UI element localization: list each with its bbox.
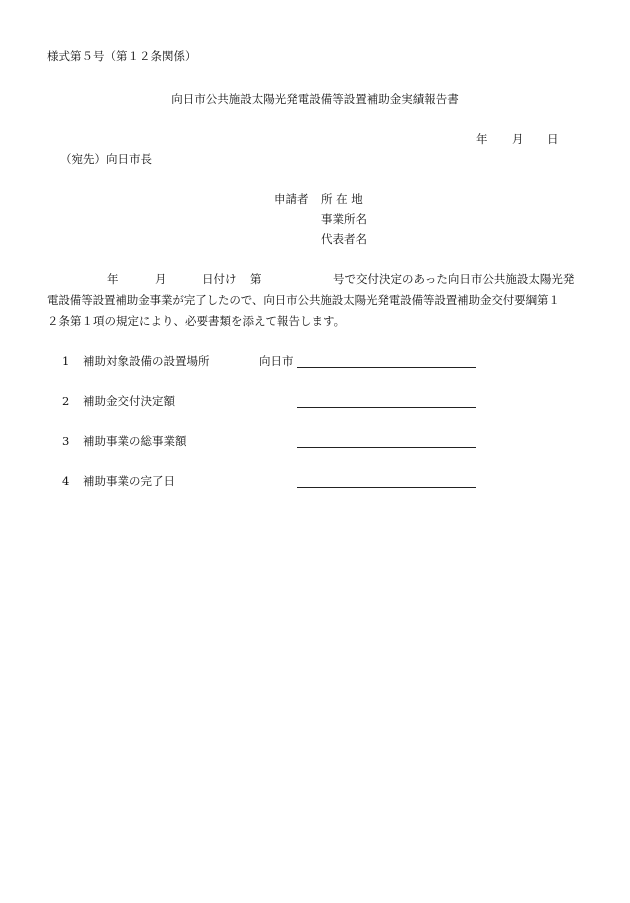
date-day: 日	[547, 132, 559, 146]
item-number: 1	[62, 354, 70, 368]
item-underline	[297, 407, 476, 408]
date-month: 月	[512, 132, 524, 146]
item-underline	[297, 447, 476, 448]
body-year: 年	[107, 272, 119, 286]
applicant-label: 申請者	[274, 192, 309, 206]
item-prefix: 向日市	[259, 354, 294, 368]
body-day: 日付け	[202, 272, 237, 286]
item-number: 3	[62, 434, 70, 448]
body-month: 月	[155, 272, 167, 286]
addressee: （宛先）向日市長	[60, 152, 152, 166]
item-label: 補助事業の総事業額	[83, 434, 187, 448]
address-label: 所 在 地	[321, 192, 363, 206]
business-name-label: 事業所名	[321, 212, 367, 226]
body-line3: ２条第１項の規定により、必要書類を添えて報告します。	[47, 314, 346, 328]
item-number: 2	[62, 394, 70, 408]
item-number: 4	[62, 474, 70, 488]
body-line2: 電設備等設置補助金事業が完了したので、向日市公共施設太陽光発電設備等設置補助金交付要綱第１	[47, 293, 560, 307]
item-underline	[297, 367, 476, 368]
date-year: 年	[476, 132, 488, 146]
body-line1: 号で交付決定のあった向日市公共施設太陽光発	[333, 272, 575, 286]
form-number: 様式第５号（第１２条関係）	[47, 49, 197, 63]
item-label: 補助金交付決定額	[83, 394, 175, 408]
item-label: 補助対象設備の設置場所	[83, 354, 210, 368]
item-underline	[297, 487, 476, 488]
item-label: 補助事業の完了日	[83, 474, 175, 488]
body-number-prefix: 第	[250, 272, 262, 286]
representative-label: 代表者名	[321, 232, 367, 246]
document-title: 向日市公共施設太陽光発電設備等設置補助金実績報告書	[171, 92, 459, 106]
